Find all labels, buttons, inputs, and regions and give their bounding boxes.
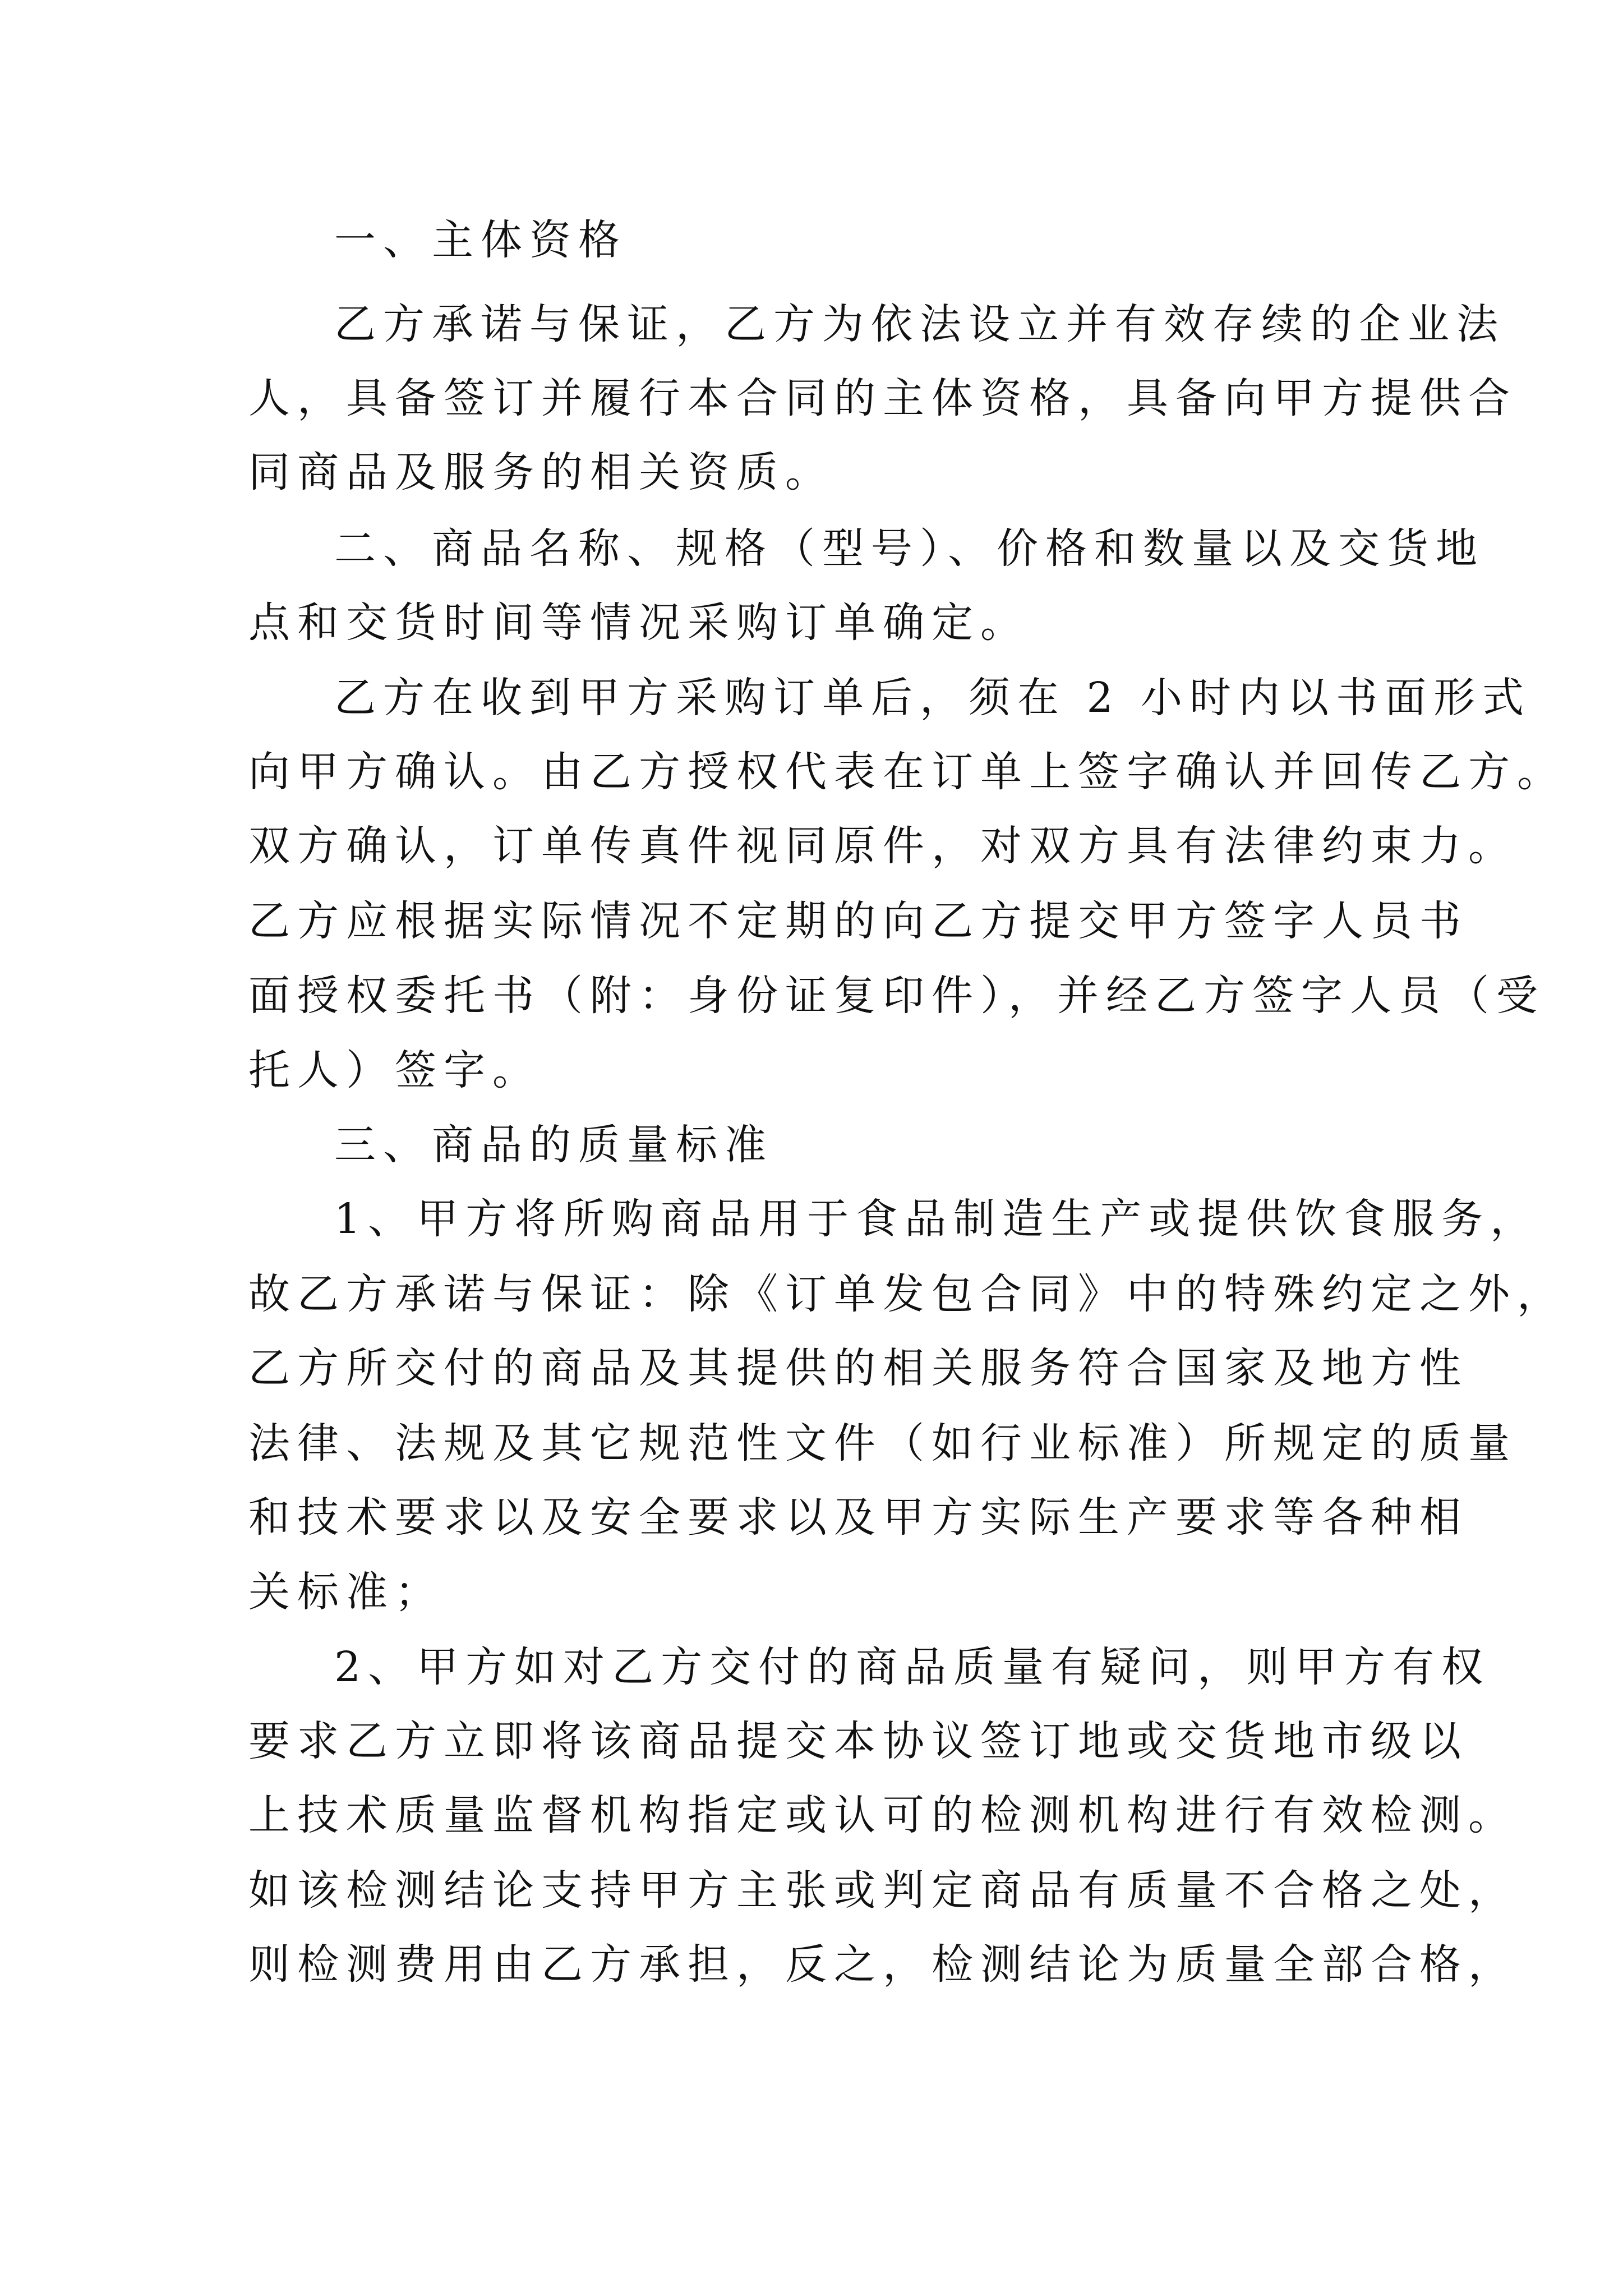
paragraph-line: 双方确认，订单传真件视同原件，对双方具有法律约束力。: [248, 822, 1517, 870]
paragraph-line: 托人）签字。: [248, 1046, 541, 1094]
paragraph-line: 乙方承诺与保证，乙方为依法设立并有效存续的企业法: [334, 300, 1505, 348]
paragraph-line: 乙方在收到甲方采购订单后，须在 2 小时内以书面形式: [334, 674, 1532, 722]
paragraph-line: 2、甲方如对乙方交付的商品质量有疑问，则甲方有权: [334, 1643, 1491, 1691]
paragraph-line: 上技术质量监督机构指定或认可的检测机构进行有效检测。: [248, 1791, 1517, 1839]
section-heading-2: 二、商品名称、规格（型号）、价格和数量以及交货地: [334, 524, 1484, 573]
paragraph-line: 向甲方确认。由乙方授权代表在订单上签字确认并回传乙方。: [248, 748, 1566, 796]
paragraph-line: 同商品及服务的相关资质。: [248, 448, 834, 496]
section-heading-3: 三、商品的质量标准: [334, 1121, 773, 1169]
paragraph-line: 乙方所交付的商品及其提供的相关服务符合国家及地方性: [248, 1344, 1468, 1392]
paragraph-line: 如该检测结论支持甲方主张或判定商品有质量不合格之处，: [248, 1866, 1517, 1915]
paragraph-line: 1、甲方将所购商品用于食品制造生产或提供饮食服务，: [334, 1195, 1539, 1243]
section-heading-1: 一、主体资格: [334, 216, 627, 264]
paragraph-line: 要求乙方立即将该商品提交本协议签订地或交货地市级以: [248, 1717, 1468, 1765]
paragraph-line: 点和交货时间等情况采购订单确定。: [248, 599, 1029, 647]
paragraph-line: 人，具备签订并履行本合同的主体资格，具备向甲方提供合: [248, 374, 1517, 422]
paragraph-line: 关标准；: [248, 1568, 444, 1616]
paragraph-line: 故乙方承诺与保证：除《订单发包合同》中的特殊约定之外，: [248, 1270, 1566, 1318]
paragraph-line: 面授权委托书（附：身份证复印件），并经乙方签字人员（受: [248, 972, 1545, 1020]
paragraph-line: 和技术要求以及安全要求以及甲方实际生产要求等各种相: [248, 1493, 1468, 1542]
paragraph-line: 法律、法规及其它规范性文件（如行业标准）所规定的质量: [248, 1419, 1517, 1467]
paragraph-line: 乙方应根据实际情况不定期的向乙方提交甲方签字人员书: [248, 897, 1468, 945]
paragraph-line: 则检测费用由乙方承担，反之，检测结论为质量全部合格，: [248, 1940, 1517, 1989]
